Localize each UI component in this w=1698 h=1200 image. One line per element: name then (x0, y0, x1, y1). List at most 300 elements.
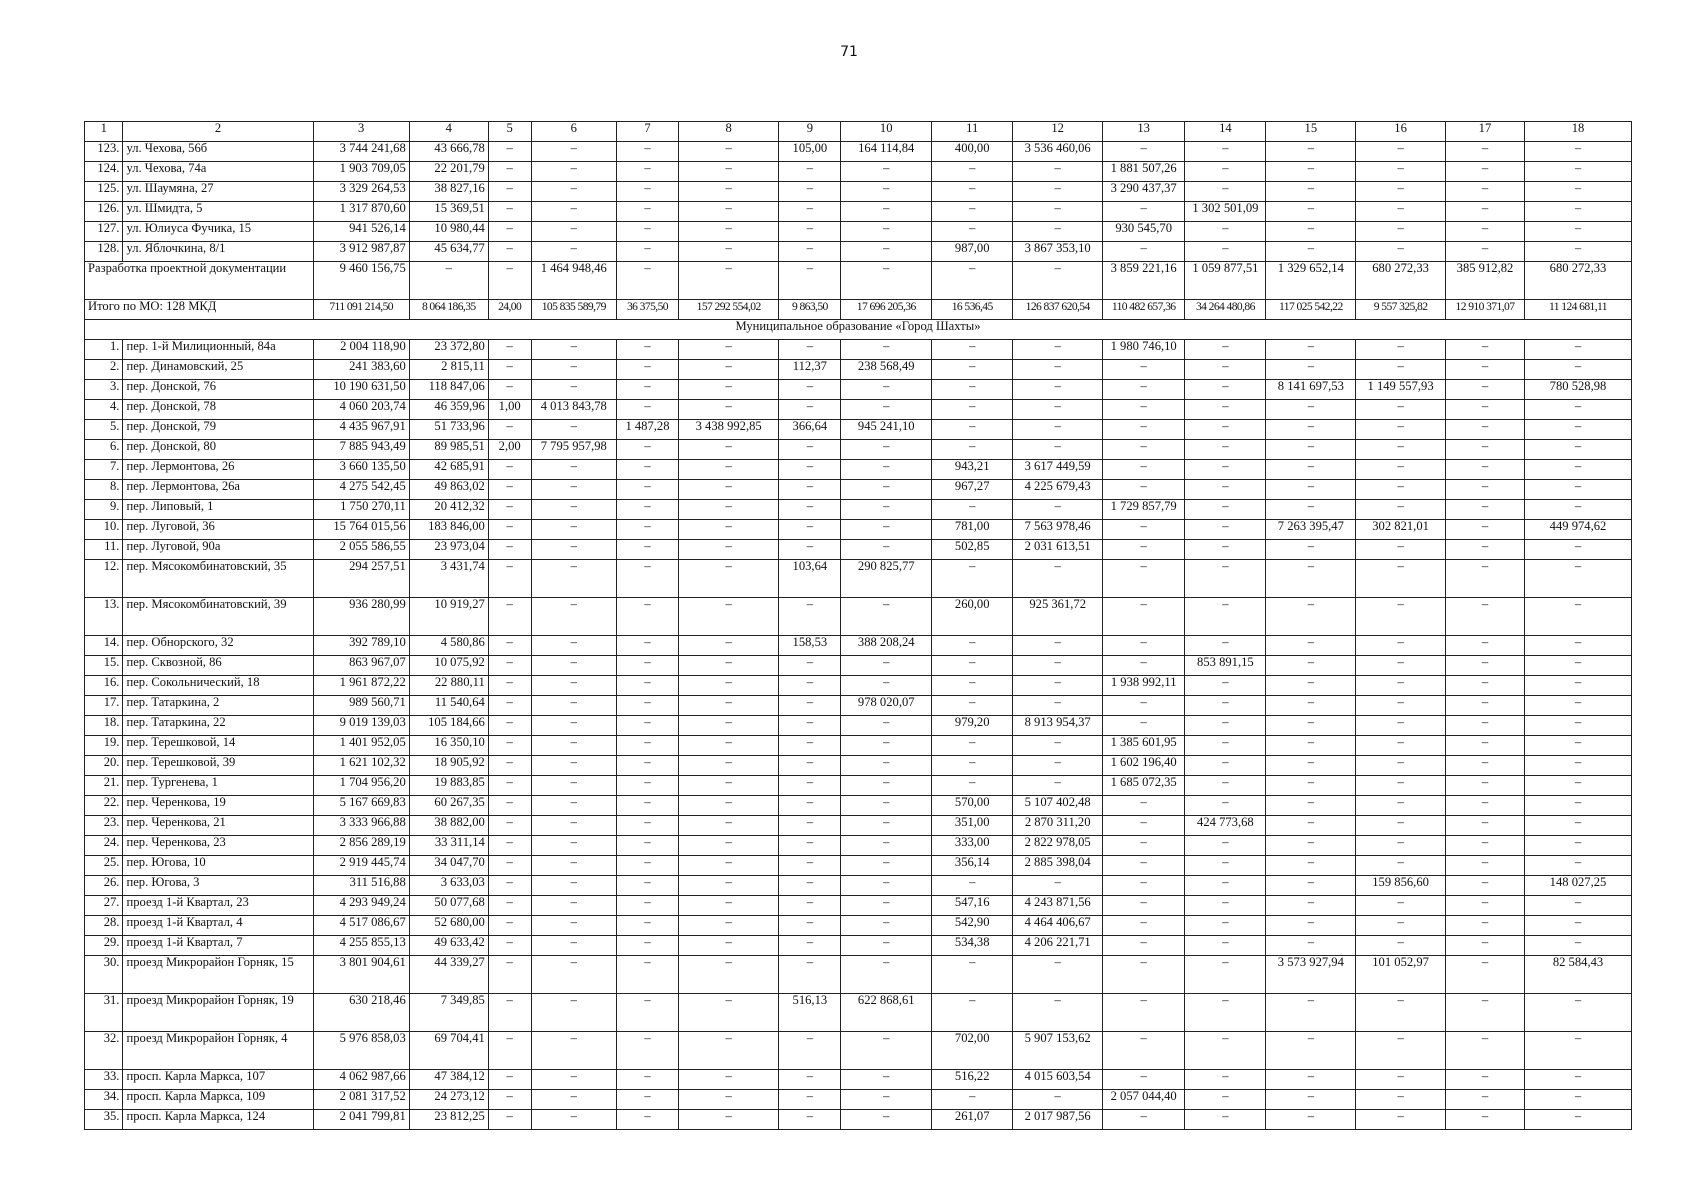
table-cell: 3 859 221,16 (1103, 262, 1185, 300)
table-cell: 4 293 949,24 (313, 896, 409, 916)
table-cell: 8 141 697,53 (1266, 380, 1356, 400)
table-cell: – (678, 480, 778, 500)
table-cell: 3. (85, 380, 123, 400)
table-cell: пер. Черенкова, 21 (123, 816, 313, 836)
table-cell: – (779, 1090, 841, 1110)
table-cell: 356,14 (932, 856, 1013, 876)
table-cell: – (1103, 716, 1185, 736)
table-cell: – (1103, 1032, 1185, 1070)
table-cell: – (1185, 696, 1266, 716)
table-cell: – (678, 896, 778, 916)
table-cell: 630 218,46 (313, 994, 409, 1032)
table-cell: 400,00 (932, 142, 1013, 162)
table-cell: 6. (85, 440, 123, 460)
table-row (85, 796, 1632, 816)
table-cell: – (531, 560, 616, 598)
table-cell: 24,00 (488, 300, 531, 320)
table-cell: 101 052,97 (1356, 956, 1446, 994)
table-cell: – (1103, 1070, 1185, 1090)
table-cell: – (531, 776, 616, 796)
table-cell: – (1185, 500, 1266, 520)
table-cell: 8 064 186,35 (409, 300, 488, 320)
table-cell: – (1356, 560, 1446, 598)
table-cell: – (488, 1090, 531, 1110)
column-header: 10 (841, 122, 932, 142)
table-cell: – (531, 994, 616, 1032)
table-cell: – (1525, 340, 1632, 360)
table-cell: – (779, 796, 841, 816)
table-cell: 4 243 871,56 (1013, 896, 1103, 916)
table-cell: – (932, 340, 1013, 360)
table-cell: 9 019 139,03 (313, 716, 409, 736)
table-cell: – (779, 182, 841, 202)
table-cell: – (678, 142, 778, 162)
table-cell: 570,00 (932, 796, 1013, 816)
table-cell: 711 091 214,50 (313, 300, 409, 320)
table-cell: – (1103, 856, 1185, 876)
table-cell: – (779, 876, 841, 896)
table-cell: 124. (85, 162, 123, 182)
table-cell: – (1266, 162, 1356, 182)
table-cell: – (1525, 598, 1632, 636)
table-cell: – (488, 856, 531, 876)
table-cell: 20 412,32 (409, 500, 488, 520)
table-cell: пер. Лермонтова, 26а (123, 480, 313, 500)
table-cell: – (488, 540, 531, 560)
table-cell: 29. (85, 936, 123, 956)
table-cell: – (678, 202, 778, 222)
table-cell: – (841, 480, 932, 500)
table-row (85, 776, 1632, 796)
table-cell: 1 464 948,46 (531, 262, 616, 300)
table-cell: – (1266, 796, 1356, 816)
table-cell: – (779, 716, 841, 736)
table-cell: – (932, 262, 1013, 300)
table-cell: 1 938 992,11 (1103, 676, 1185, 696)
table-cell: – (1103, 380, 1185, 400)
table-cell: – (1013, 222, 1103, 242)
table-cell: – (531, 836, 616, 856)
table-cell: – (779, 1110, 841, 1130)
table-cell: – (488, 896, 531, 916)
table-cell: – (1013, 500, 1103, 520)
table-cell: 1 881 507,26 (1103, 162, 1185, 182)
table-cell: – (488, 360, 531, 380)
table-cell: 385 912,82 (1445, 262, 1524, 300)
table-cell: 11 540,64 (409, 696, 488, 716)
table-cell: – (1103, 656, 1185, 676)
table-cell: 47 384,12 (409, 1070, 488, 1090)
table-cell: – (1103, 520, 1185, 540)
table-cell: 3 801 904,61 (313, 956, 409, 994)
table-cell: 12 910 371,07 (1445, 300, 1524, 320)
table-cell: – (779, 262, 841, 300)
table-row (85, 222, 1632, 242)
table-cell: – (1103, 480, 1185, 500)
table-cell: – (617, 500, 679, 520)
table-cell: – (617, 636, 679, 656)
table-cell: 24. (85, 836, 123, 856)
table-cell: 4 435 967,91 (313, 420, 409, 440)
table-cell: – (1266, 656, 1356, 676)
table-cell: – (841, 856, 932, 876)
table-cell: 28. (85, 916, 123, 936)
table-cell: – (531, 796, 616, 816)
table-cell: – (779, 162, 841, 182)
table-cell: – (488, 696, 531, 716)
table-cell: – (1525, 1090, 1632, 1110)
table-cell: 2 856 289,19 (313, 836, 409, 856)
table-cell: 25. (85, 856, 123, 876)
table-cell: 126. (85, 202, 123, 222)
table-cell: 2 815,11 (409, 360, 488, 380)
table-cell: 1. (85, 340, 123, 360)
table-cell: 49 633,42 (409, 936, 488, 956)
table-cell: – (617, 796, 679, 816)
table-cell: – (1445, 598, 1524, 636)
table-row (85, 560, 1632, 598)
table-cell: 110 482 657,36 (1103, 300, 1185, 320)
table-row (85, 696, 1632, 716)
data-table (84, 121, 1632, 1130)
table-cell: 547,16 (932, 896, 1013, 916)
table-cell: 31. (85, 994, 123, 1032)
table-cell: 941 526,14 (313, 222, 409, 242)
table-cell: 157 292 554,02 (678, 300, 778, 320)
table-cell: – (531, 856, 616, 876)
table-cell: – (1185, 520, 1266, 540)
table-cell: – (409, 262, 488, 300)
table-cell: – (779, 736, 841, 756)
table-cell: – (488, 994, 531, 1032)
table-cell: – (932, 222, 1013, 242)
table-cell: – (1445, 380, 1524, 400)
table-cell: – (841, 440, 932, 460)
table-cell: – (531, 360, 616, 380)
table-cell: – (678, 796, 778, 816)
table-cell: 10 190 631,50 (313, 380, 409, 400)
table-row (85, 716, 1632, 736)
table-cell: – (1266, 460, 1356, 480)
table-cell: – (531, 1032, 616, 1070)
table-cell: – (779, 1070, 841, 1090)
table-cell: – (531, 816, 616, 836)
page-number: 71 (840, 44, 858, 60)
table-cell: – (1445, 916, 1524, 936)
table-cell: – (1103, 936, 1185, 956)
table-cell: – (617, 1070, 679, 1090)
table-cell: – (841, 936, 932, 956)
table-cell: – (678, 340, 778, 360)
table-row (85, 242, 1632, 262)
table-cell: 9 863,50 (779, 300, 841, 320)
table-cell: – (841, 500, 932, 520)
table-cell: – (1525, 856, 1632, 876)
table-cell: 13. (85, 598, 123, 636)
table-cell: – (932, 656, 1013, 676)
table-cell: – (841, 540, 932, 560)
table-cell: – (1356, 936, 1446, 956)
table-cell: – (1185, 242, 1266, 262)
table-row (85, 142, 1632, 162)
table-cell: – (1103, 876, 1185, 896)
total-row (85, 300, 1632, 320)
table-cell: – (1445, 520, 1524, 540)
table-cell: – (841, 380, 932, 400)
table-cell: 333,00 (932, 836, 1013, 856)
table-cell: – (531, 916, 616, 936)
table-cell: – (1185, 736, 1266, 756)
table-cell: – (779, 896, 841, 916)
table-cell: – (1445, 222, 1524, 242)
table-cell: 4 225 679,43 (1013, 480, 1103, 500)
table-cell: 781,00 (932, 520, 1013, 540)
table-cell: – (1356, 598, 1446, 636)
table-cell: – (488, 836, 531, 856)
table-cell: – (1356, 480, 1446, 500)
table-cell: – (779, 380, 841, 400)
table-cell: – (617, 400, 679, 420)
table-cell: – (617, 460, 679, 480)
table-cell: 36 375,50 (617, 300, 679, 320)
table-cell: – (488, 480, 531, 500)
table-cell: пер. Донской, 80 (123, 440, 313, 460)
table-cell: – (841, 1032, 932, 1070)
table-cell: – (1013, 956, 1103, 994)
table-cell: пер. Черенкова, 23 (123, 836, 313, 856)
table-cell: – (932, 360, 1013, 380)
table-cell: – (1266, 936, 1356, 956)
table-cell: – (1525, 222, 1632, 242)
table-cell: – (841, 242, 932, 262)
table-cell: – (1185, 480, 1266, 500)
table-cell: – (1266, 598, 1356, 636)
table-cell: – (1185, 222, 1266, 242)
table-cell: проезд Микрорайон Горняк, 19 (123, 994, 313, 1032)
table-cell: – (1266, 636, 1356, 656)
table-cell: – (1185, 420, 1266, 440)
table-cell: – (1356, 716, 1446, 736)
table-cell: – (531, 756, 616, 776)
table-cell: 128. (85, 242, 123, 262)
table-cell: – (1356, 994, 1446, 1032)
table-cell: – (617, 540, 679, 560)
table-cell: – (1356, 1070, 1446, 1090)
table-cell: 30. (85, 956, 123, 994)
table-cell: – (779, 836, 841, 856)
table-cell: – (617, 520, 679, 540)
table-cell: – (1445, 716, 1524, 736)
table-cell: – (488, 202, 531, 222)
table-cell: – (617, 262, 679, 300)
table-cell: – (841, 520, 932, 540)
column-header: 15 (1266, 122, 1356, 142)
table-cell: – (779, 756, 841, 776)
table-cell: – (1103, 916, 1185, 936)
table-cell: 516,22 (932, 1070, 1013, 1090)
table-cell: – (1103, 816, 1185, 836)
table-cell: – (1525, 560, 1632, 598)
table-cell: – (1266, 716, 1356, 736)
table-row (85, 460, 1632, 480)
table-cell: 294 257,51 (313, 560, 409, 598)
table-cell: 1 903 709,05 (313, 162, 409, 182)
table-cell: – (1266, 480, 1356, 500)
table-cell: – (678, 560, 778, 598)
table-cell: 987,00 (932, 242, 1013, 262)
table-cell: – (841, 340, 932, 360)
table-cell: – (1445, 142, 1524, 162)
table-cell: – (1103, 242, 1185, 262)
table-cell: – (1356, 1090, 1446, 1110)
table-cell: 23. (85, 816, 123, 836)
column-header: 12 (1013, 122, 1103, 142)
table-cell: 16. (85, 676, 123, 696)
table-cell: – (678, 856, 778, 876)
column-header: 9 (779, 122, 841, 142)
table-row (85, 836, 1632, 856)
table-cell: 38 882,00 (409, 816, 488, 836)
table-cell: 126 837 620,54 (1013, 300, 1103, 320)
table-cell: – (678, 440, 778, 460)
table-cell: 780 528,98 (1525, 380, 1632, 400)
table-cell: – (617, 360, 679, 380)
table-row (85, 876, 1632, 896)
table-cell: – (1266, 1032, 1356, 1070)
table-cell: – (1185, 636, 1266, 656)
table-cell: 118 847,06 (409, 380, 488, 400)
table-cell: – (617, 816, 679, 836)
table-cell: – (1013, 736, 1103, 756)
table-cell: 1 329 652,14 (1266, 262, 1356, 300)
table-cell: – (1356, 636, 1446, 656)
table-cell: 863 967,07 (313, 656, 409, 676)
table-cell: – (678, 1090, 778, 1110)
table-cell: пер. Югова, 10 (123, 856, 313, 876)
table-cell: – (1356, 242, 1446, 262)
table-cell: 33 311,14 (409, 836, 488, 856)
table-cell: – (1356, 696, 1446, 716)
table-cell: – (617, 560, 679, 598)
table-cell: – (488, 636, 531, 656)
table-cell: 943,21 (932, 460, 1013, 480)
table-cell: – (1356, 460, 1446, 480)
table-cell: – (1445, 756, 1524, 776)
table-cell: – (1185, 716, 1266, 736)
table-cell: – (678, 836, 778, 856)
table-cell: 23 372,80 (409, 340, 488, 360)
table-cell: – (841, 162, 932, 182)
table-cell: 50 077,68 (409, 896, 488, 916)
table-cell: – (617, 656, 679, 676)
table-cell: – (531, 182, 616, 202)
table-cell: – (1525, 440, 1632, 460)
table-cell: – (678, 380, 778, 400)
table-cell: – (1525, 142, 1632, 162)
table-cell: – (488, 340, 531, 360)
table-cell: – (617, 142, 679, 162)
table-cell: – (678, 162, 778, 182)
table-cell: 35. (85, 1110, 123, 1130)
table-cell: – (1103, 1110, 1185, 1130)
table-cell: 302 821,01 (1356, 520, 1446, 540)
table-cell: – (841, 796, 932, 816)
table-cell: 42 685,91 (409, 460, 488, 480)
table-cell: 930 545,70 (1103, 222, 1185, 242)
table-cell: 11 124 681,11 (1525, 300, 1632, 320)
table-cell: – (1103, 460, 1185, 480)
table-cell: – (617, 380, 679, 400)
table-row (85, 956, 1632, 994)
table-cell: – (488, 500, 531, 520)
table-cell: 2 041 799,81 (313, 1110, 409, 1130)
table-cell: – (1103, 400, 1185, 420)
table-cell: – (1185, 994, 1266, 1032)
table-cell: – (841, 222, 932, 242)
table-cell: – (1266, 896, 1356, 916)
table-cell: – (779, 540, 841, 560)
table-cell: – (531, 380, 616, 400)
table-cell: 9 460 156,75 (313, 262, 409, 300)
table-cell: – (678, 656, 778, 676)
table-row (85, 340, 1632, 360)
table-cell: – (531, 636, 616, 656)
table-cell: – (1445, 1090, 1524, 1110)
table-cell: – (1013, 380, 1103, 400)
table-cell: 3 438 992,85 (678, 420, 778, 440)
table-cell: – (841, 716, 932, 736)
table-cell: – (1013, 1090, 1103, 1110)
table-cell: – (1445, 956, 1524, 994)
table-cell: 979,20 (932, 716, 1013, 736)
table-cell: – (1525, 400, 1632, 420)
table-cell: – (1525, 656, 1632, 676)
table-cell: 16 350,10 (409, 736, 488, 756)
table-cell: – (841, 956, 932, 994)
table-cell: 34 047,70 (409, 856, 488, 876)
table-cell: 1 385 601,95 (1103, 736, 1185, 756)
table-cell: – (531, 1070, 616, 1090)
table-cell: 2 017 987,56 (1013, 1110, 1103, 1130)
table-cell: 2 057 044,40 (1103, 1090, 1185, 1110)
table-cell: – (1356, 856, 1446, 876)
table-cell: – (488, 460, 531, 480)
table-cell: пер. Динамовский, 25 (123, 360, 313, 380)
table-cell: – (1185, 540, 1266, 560)
table-cell: – (1103, 836, 1185, 856)
table-cell: – (1185, 836, 1266, 856)
table-cell: – (779, 222, 841, 242)
table-cell: 27. (85, 896, 123, 916)
table-cell: – (531, 420, 616, 440)
table-cell: – (531, 480, 616, 500)
table-cell: – (678, 676, 778, 696)
table-cell: 89 985,51 (409, 440, 488, 460)
table-cell: 10 919,27 (409, 598, 488, 636)
table-cell: – (1445, 460, 1524, 480)
table-cell: – (779, 1032, 841, 1070)
table-cell: 978 020,07 (841, 696, 932, 716)
table-cell: – (1185, 400, 1266, 420)
table-cell: 19 883,85 (409, 776, 488, 796)
table-row (85, 440, 1632, 460)
table-cell: 10 075,92 (409, 656, 488, 676)
table-cell: 52 680,00 (409, 916, 488, 936)
table-cell: пер. Татаркина, 22 (123, 716, 313, 736)
table-cell: – (1266, 360, 1356, 380)
table-cell: 15 764 015,56 (313, 520, 409, 540)
table-cell: – (1185, 560, 1266, 598)
